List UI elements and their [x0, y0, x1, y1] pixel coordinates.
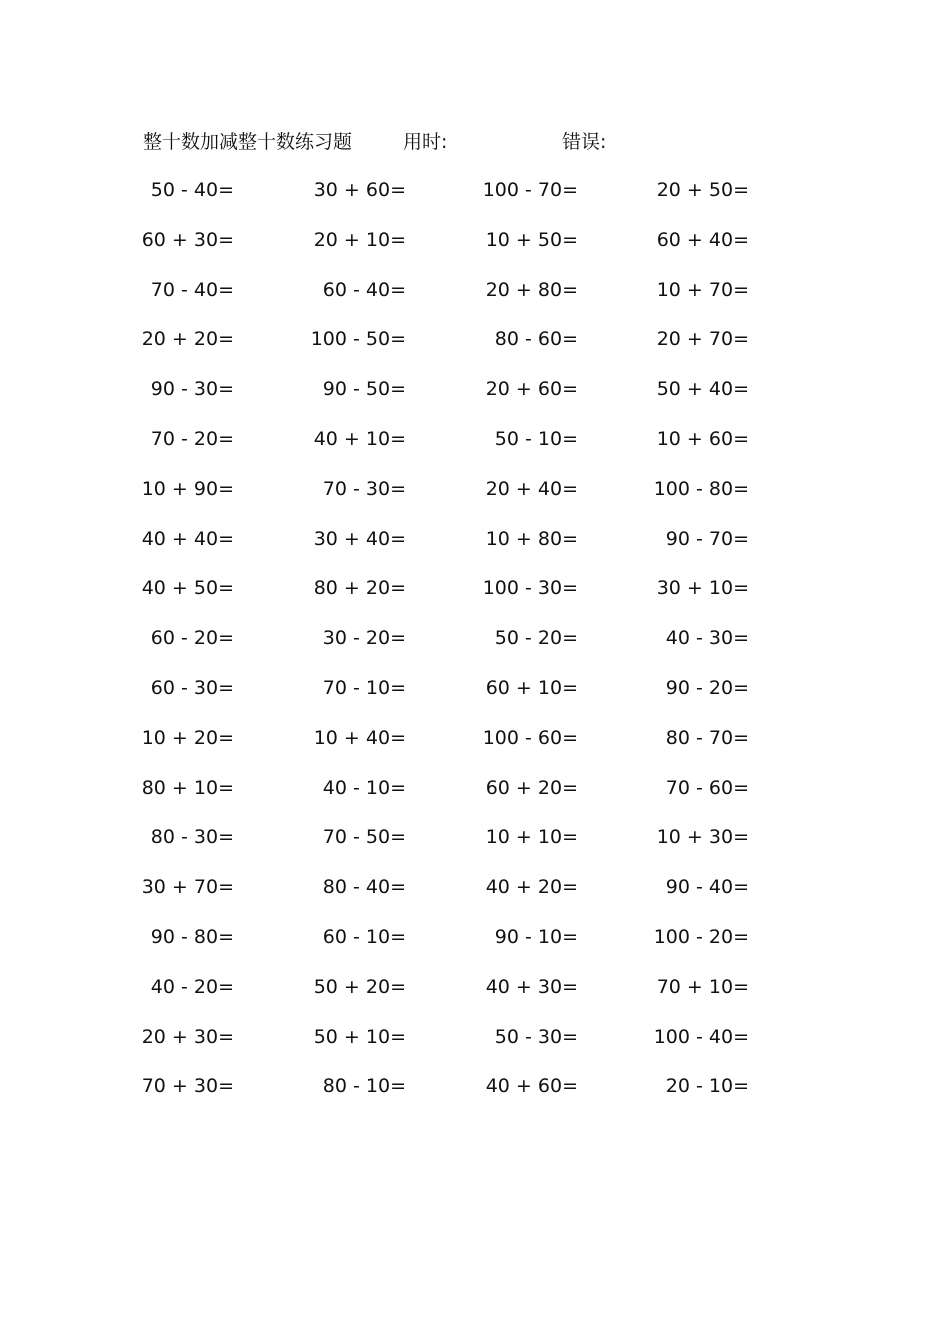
math-problem: 40 + 10= — [313, 427, 406, 450]
math-problem: 20 + 70= — [656, 328, 749, 351]
math-problem: 100 - 30= — [482, 577, 578, 600]
math-problem: 20 - 10= — [665, 1075, 749, 1098]
problem-row — [0, 923, 950, 973]
math-problem: 90 - 50= — [322, 378, 406, 401]
math-problem: 100 - 20= — [653, 925, 749, 948]
math-problem: 60 + 30= — [141, 228, 234, 251]
problem-row — [0, 1023, 950, 1073]
math-problem: 20 + 50= — [656, 179, 749, 201]
math-problem: 10 + 10= — [485, 826, 578, 849]
math-problem: 20 + 80= — [485, 278, 578, 301]
worksheet-title: 整十数加减整十数练习题 — [143, 131, 353, 153]
problem-row — [0, 325, 950, 375]
math-problem: 40 - 10= — [322, 776, 406, 799]
math-problem: 90 - 40= — [665, 876, 749, 899]
problem-row — [0, 226, 950, 276]
math-problem: 50 - 40= — [150, 179, 234, 201]
math-problem: 50 - 30= — [494, 1025, 578, 1048]
math-problem: 40 - 20= — [150, 975, 234, 998]
math-problem: 10 + 30= — [656, 826, 749, 849]
math-problem: 20 + 60= — [485, 378, 578, 401]
problem-row — [0, 823, 950, 873]
math-problem: 20 + 20= — [141, 328, 234, 351]
math-problem: 20 + 40= — [485, 477, 578, 500]
math-problem: 80 + 10= — [141, 776, 234, 799]
math-problem: 80 - 70= — [665, 726, 749, 749]
problem-row — [0, 1072, 950, 1122]
math-problem: 30 + 10= — [656, 577, 749, 600]
math-problem: 10 + 90= — [141, 477, 234, 500]
math-problem: 30 + 60= — [313, 179, 406, 201]
math-problem: 30 + 40= — [313, 527, 406, 550]
math-problem: 10 + 50= — [485, 228, 578, 251]
worksheet-header — [143, 128, 663, 156]
math-problem: 60 + 20= — [485, 776, 578, 799]
problem-row — [0, 475, 950, 525]
math-problem: 60 + 10= — [485, 676, 578, 699]
problem-row — [0, 674, 950, 724]
math-problem: 40 + 60= — [485, 1075, 578, 1098]
problem-row — [0, 873, 950, 923]
math-problem: 40 + 20= — [485, 876, 578, 899]
problem-grid — [0, 176, 950, 1122]
math-problem: 70 - 50= — [322, 826, 406, 849]
math-problem: 70 - 40= — [150, 278, 234, 301]
time-used-label: 用时: — [403, 131, 448, 153]
math-problem: 100 - 70= — [482, 179, 578, 201]
math-problem: 30 + 70= — [141, 876, 234, 899]
error-count-label: 错误: — [562, 131, 607, 153]
math-problem: 90 - 80= — [150, 925, 234, 948]
problem-row — [0, 574, 950, 624]
math-problem: 90 - 70= — [665, 527, 749, 550]
math-problem: 40 + 30= — [485, 975, 578, 998]
math-problem: 40 + 50= — [141, 577, 234, 600]
math-problem: 100 - 40= — [653, 1025, 749, 1048]
math-problem: 70 - 20= — [150, 427, 234, 450]
math-problem: 70 + 10= — [656, 975, 749, 998]
math-problem: 10 + 70= — [656, 278, 749, 301]
math-problem: 70 - 60= — [665, 776, 749, 799]
math-problem: 90 - 30= — [150, 378, 234, 401]
math-problem: 10 + 80= — [485, 527, 578, 550]
problem-row — [0, 276, 950, 326]
problem-row — [0, 724, 950, 774]
math-problem: 70 - 30= — [322, 477, 406, 500]
math-problem: 60 - 20= — [150, 627, 234, 650]
math-problem: 80 - 60= — [494, 328, 578, 351]
math-problem: 60 - 10= — [322, 925, 406, 948]
math-problem: 50 - 10= — [494, 427, 578, 450]
problem-row — [0, 425, 950, 475]
problem-row — [0, 525, 950, 575]
math-problem: 90 - 10= — [494, 925, 578, 948]
math-problem: 40 - 30= — [665, 627, 749, 650]
math-problem: 30 - 20= — [322, 627, 406, 650]
math-problem: 60 - 30= — [150, 676, 234, 699]
math-problem: 20 + 30= — [141, 1025, 234, 1048]
math-problem: 80 - 40= — [322, 876, 406, 899]
math-problem: 10 + 60= — [656, 427, 749, 450]
problem-row — [0, 973, 950, 1023]
math-problem: 80 - 10= — [322, 1075, 406, 1098]
math-problem: 90 - 20= — [665, 676, 749, 699]
math-problem: 70 + 30= — [141, 1075, 234, 1098]
math-problem: 50 - 20= — [494, 627, 578, 650]
math-problem: 40 + 40= — [141, 527, 234, 550]
problem-row — [0, 375, 950, 425]
math-problem: 100 - 60= — [482, 726, 578, 749]
math-problem: 50 + 10= — [313, 1025, 406, 1048]
math-problem: 80 + 20= — [313, 577, 406, 600]
math-problem: 60 - 40= — [322, 278, 406, 301]
math-problem: 20 + 10= — [313, 228, 406, 251]
math-problem: 10 + 40= — [313, 726, 406, 749]
math-problem: 60 + 40= — [656, 228, 749, 251]
math-problem: 70 - 10= — [322, 676, 406, 699]
problem-row — [0, 176, 950, 226]
problem-row — [0, 774, 950, 824]
math-problem: 50 + 40= — [656, 378, 749, 401]
problem-row — [0, 624, 950, 674]
math-problem: 10 + 20= — [141, 726, 234, 749]
math-problem: 80 - 30= — [150, 826, 234, 849]
math-problem: 100 - 50= — [310, 328, 406, 351]
math-problem: 100 - 80= — [653, 477, 749, 500]
math-problem: 50 + 20= — [313, 975, 406, 998]
